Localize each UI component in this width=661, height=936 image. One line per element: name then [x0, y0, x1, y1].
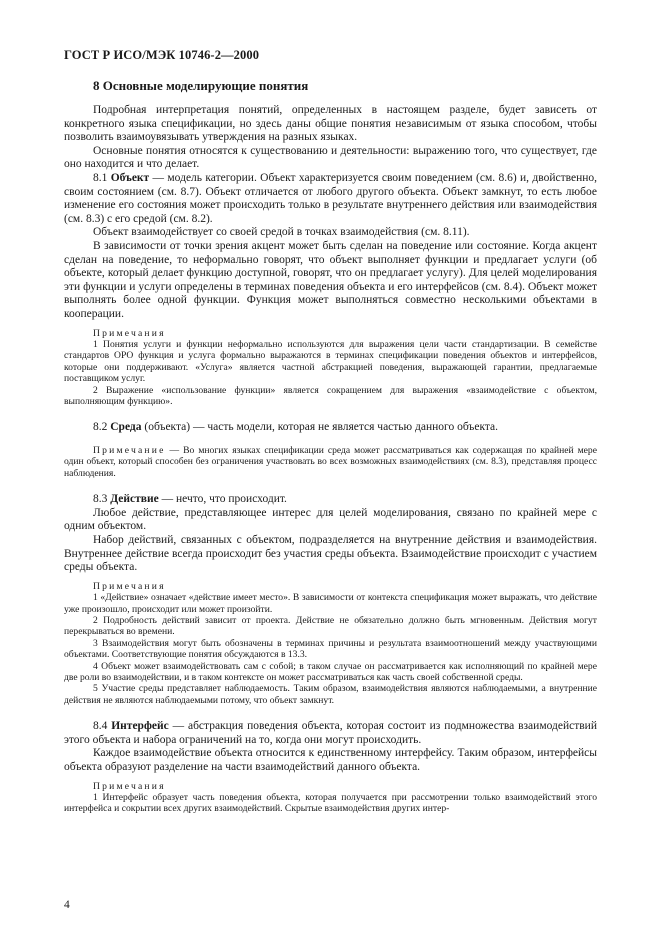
clause-8-3-paragraph-3: Набор действий, связанных с объектом, подразделяется на внутренние действия и взаимодействия. Внутреннее действие всегда происходит без участия среды объекта. Взаимодействие происходит с участием среды объекта.	[64, 533, 597, 574]
clause-8-1-definition	[64, 172, 597, 226]
term-interface: Интерфейс	[111, 720, 169, 733]
term-environment: Среда	[110, 421, 142, 434]
note-item: 1 Интерфейс образует часть поведения объекта, которая получается при рассмотрении только взаимодействий этого интерфейса и сокрытии всех других взаимодействий. Скрытые взаимодействия других интер-	[64, 791, 597, 815]
notes-heading: Примечания	[93, 327, 166, 339]
term-action: Действие	[110, 493, 159, 506]
notes-heading: Примечания	[93, 580, 166, 592]
clause-8-3-definition	[64, 493, 597, 507]
clause-number: 8.1	[93, 171, 108, 184]
notes-heading: Примечания	[93, 780, 166, 792]
note-text: — Во многих языках спецификации среда может рассматриваться как содержащая по крайней мере один объект, который способен без ограничения участвовать во всех возможных взаимодействиях (см. 8.3), представляя процесс наблюдения.	[64, 444, 597, 479]
page-number: 4	[64, 899, 70, 911]
definition-text: — модель категории. Объект характеризуется своим поведением (см. 8.6) и, двойственно, своим состоянием (см. 8.7). Объект отличается от любого другого объекта. Объект замкнут, то есть любое изменение его состояния может происходить только в результате внутреннего действия или взаимодействия (см. 8.3) с его средой (см. 8.2).	[64, 171, 598, 225]
note-item: 2 Подробность действий зависит от проекта. Действие не обязательно должно быть мгновенным. Действия могут перекрываться во времени.	[64, 614, 597, 638]
clause-8-1-paragraph-3: В зависимости от точки зрения акцент может быть сделан на поведение или состояние. Когда акцент сделан на поведение, то неформально говорят, что объект выполняет функции и предлагает услуги (об объекте, который делает функцию доступной, говорят, что он предлагает услугу). Для целей моделирования эти функции и услуги определены в терминах поведения объекта и его интерфейсов (см. 8.4). Объект может выполнять более одной функции. Функция может выполняться совместно несколькими объектами в кооперации.	[64, 239, 597, 320]
section-title: 8 Основные моделирующие понятия	[93, 78, 309, 93]
clause-8-4-definition	[64, 720, 597, 747]
definition-text: — абстракция поведения объекта, которая состоит из подмножества взаимодействий этого объекта и набора ограничений на то, когда они могут происходить.	[64, 720, 597, 746]
intro-paragraph-1: Подробная интерпретация понятий, определенных в настоящем разделе, будет зависеть от конкретного языка спецификации, но здесь даны общие понятия независимым от языка способом, чтобы позволить взаимоувязывать утверждения на разных языках.	[64, 104, 597, 144]
clause-number: 8.4	[93, 720, 108, 733]
clause-8-4-paragraph-2: Каждое взаимодействие объекта относится к единственному интерфейсу. Таким образом, интерфейсы объекта образуют разделение на части взаимодействий данного объекта.	[64, 747, 597, 773]
definition-text: — нечто, что происходит.	[158, 493, 287, 506]
document-header: ГОСТ Р ИСО/МЭК 10746-2—2000	[64, 48, 260, 62]
definition-text: (объекта) — часть модели, которая не является частью данного объекта.	[141, 421, 499, 434]
note-item: 4 Объект может взаимодействовать сам с собой; в таком случае он рассматривается как исполняющий по крайней мере две роли во взаимодействии, и в таком контексте он может рассматриваться как часть своей собственной среды.	[64, 660, 597, 683]
clause-number: 8.2	[93, 421, 108, 434]
intro-paragraph-2: Основные понятия относятся к существованию и деятельности: выражению того, что существует, где оно находится и что делает.	[64, 144, 597, 171]
clause-8-2-definition	[64, 421, 597, 435]
clause-8-2-note	[64, 445, 597, 479]
clause-8-3-paragraph-2: Любое действие, представляющее интерес для целей моделирования, связано по крайней мере с одним объектом.	[64, 506, 597, 533]
term-object: Объект	[110, 171, 150, 184]
clause-8-1-paragraph-2: Объект взаимодействует со своей средой в точках взаимодействия (см. 8.11).	[93, 226, 470, 239]
note-item: 3 Взаимодействия могут быть обозначены в терминах причины и результата взаимоотношений между участвующими объектами. Соответствующие понятия обсуждаются в 13.3.	[64, 637, 597, 661]
document-body	[64, 104, 597, 815]
note-heading: Примечание	[93, 444, 166, 456]
note-item: 2 Выражение «использование функции» является сокращением для выражения «взаимодействие с объектом, выполняющим функцию».	[64, 384, 597, 407]
note-item: 5 Участие среды представляет наблюдаемость. Таким образом, взаимодействия являются наблюдаемыми, а внутренние действия не являются наблюдаемыми потому, что объект замкнут.	[64, 683, 597, 706]
note-item: 1 «Действие» означает «действие имеет место». В зависимости от контекста спецификация может выражать, что действие уже произошло, происходит или может произойти.	[64, 592, 597, 615]
clause-number: 8.3	[93, 493, 108, 506]
note-item: 1 Понятия услуги и функции неформально используются для выражения цели части стандартизации. В семействе стандартов ОРО функция и услуга формально выражаются в терминах спецификации поведения объектов и интерфейсов, которые они поддерживают. «Услуга» является частной абстракцией поведения, выражающей гарантии, предлагаемые поставщиком услуг.	[64, 338, 597, 385]
